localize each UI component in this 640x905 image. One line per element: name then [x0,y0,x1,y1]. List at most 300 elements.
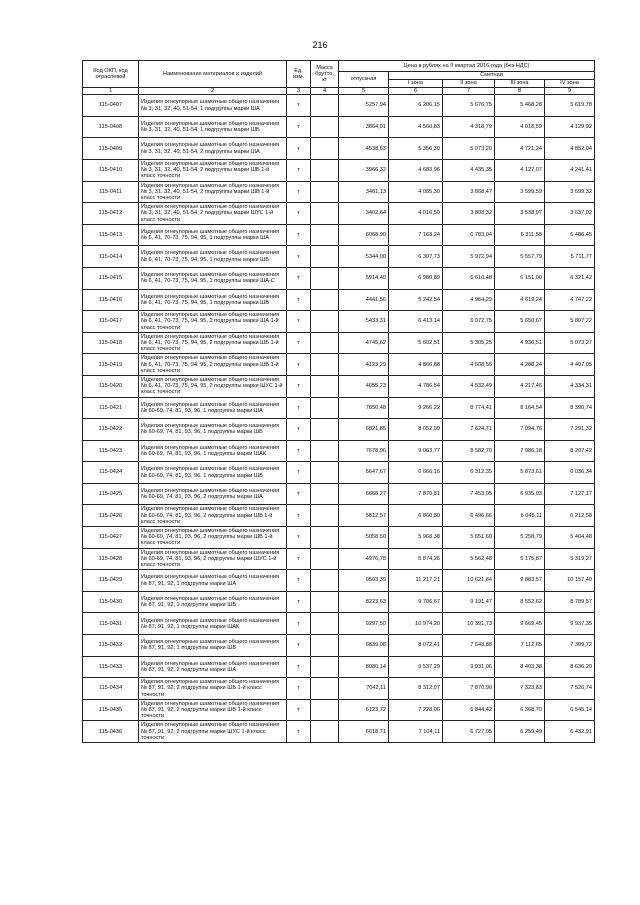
zone-3-price-cell: 8 164,54 [495,397,545,419]
zone-2-price-cell: 5 305,25 [443,332,495,354]
zone-1-price-cell: 8 052,09 [389,419,443,441]
zone-2-price-cell: 6 727,05 [443,721,495,743]
code-cell: 115-0421 [83,397,139,419]
unit-cell: т [287,95,311,117]
code-cell: 115-0417 [83,311,139,333]
zone-3-price-cell: 6 368,70 [495,699,545,721]
zone-4-price-cell: 4 747,22 [545,289,595,311]
table-row [83,483,595,505]
table-row [83,159,595,181]
name-cell: Изделия огнеупорные шамотные общего назначения № 3, 31, 32, 40, 51-54, 2 подгруппы марки ША [139,138,287,160]
release-price-cell: 3966,32 [339,159,389,181]
zone-3-price-cell: 8 552,62 [495,591,545,613]
table-row [83,678,595,700]
zone-2-price-cell: 6 783,04 [443,224,495,246]
release-price-cell: 5433,31 [339,311,389,333]
column-number: 3 [287,88,311,95]
mass-cell [311,570,339,592]
table-row [83,138,595,160]
mass-cell [311,721,339,743]
release-price-cell: 6821,85 [339,419,389,441]
zone-3-price-cell: 3 538,97 [495,203,545,225]
table-row [83,311,595,333]
zone-1-price-cell: 6 980,89 [389,267,443,289]
release-price-cell: 6018,71 [339,721,389,743]
zone-2-price-cell: 7 870,90 [443,678,495,700]
code-cell: 115-0435 [83,699,139,721]
mass-cell [311,483,339,505]
zone-3-price-cell: 6 935,03 [495,483,545,505]
zone-1-price-cell: 9 266,22 [389,397,443,419]
code-cell: 115-0432 [83,635,139,657]
mass-cell [311,267,339,289]
zone-2-price-cell: 5 073,20 [443,138,495,160]
unit-cell: т [287,440,311,462]
unit-cell: т [287,635,311,657]
mass-cell [311,203,339,225]
zone-4-price-cell: 8 636,20 [545,656,595,678]
unit-cell: т [287,678,311,700]
code-cell: 115-0434 [83,678,139,700]
release-price-cell: 6068,90 [339,224,389,246]
zone-4-price-cell: 6 432,91 [545,721,595,743]
zone-3-price-cell: 7 986,18 [495,440,545,462]
unit-cell: т [287,138,311,160]
release-price-cell: 4745,62 [339,332,389,354]
code-cell: 115-0423 [83,440,139,462]
release-price-cell: 5914,40 [339,267,389,289]
table-row [83,656,595,678]
column-number: 8 [495,88,545,95]
release-price-cell: 8080,14 [339,656,389,678]
zone-4-price-cell: 6 545,14 [545,699,595,721]
code-cell: 115-0433 [83,656,139,678]
zone-3-price-cell: 9 669,45 [495,613,545,635]
zone-1-price-cell: 10 974,20 [389,613,443,635]
table-row [83,527,595,549]
zone-3-price-cell: 5 650,67 [495,311,545,333]
name-cell: Изделия огнеупорные шамотные общего назначения № 87, 91, 92, 1 подгруппы марки ШВ [139,635,287,657]
mass-cell [311,289,339,311]
unit-cell: т [287,505,311,527]
unit-cell: т [287,419,311,441]
name-cell: Изделия огнеупорные шамотные общего назначения № 6, 41, 70-73, 75, 94, 95, 1 подгруппы марки ШБ [139,246,287,268]
mass-cell [311,354,339,376]
name-cell: Изделия огнеупорные шамотные общего назначения № 87, 91, 92, 1 подгруппы марки ША [139,570,287,592]
mass-cell [311,656,339,678]
code-cell: 115-0414 [83,246,139,268]
column-number: 9 [545,88,595,95]
zone-4-price-cell: 7 309,72 [545,635,595,657]
mass-cell [311,116,339,138]
zone-4-price-cell: 5 711,77 [545,246,595,268]
column-number: 7 [443,88,495,95]
zone-1-price-cell: 4 786,54 [389,375,443,397]
zone-2-price-cell: 7 643,88 [443,635,495,657]
release-price-cell: 7850,48 [339,397,389,419]
zone-3-price-cell: 5 873,61 [495,462,545,484]
unit-cell: т [287,181,311,203]
release-price-cell: 5812,57 [339,505,389,527]
name-cell: Изделия огнеупорные шамотные общего назначения № 87, 91, 92, 1 подгруппы марки ШБ [139,591,287,613]
code-cell: 115-0429 [83,570,139,592]
column-number: 5 [339,88,389,95]
zone-4-price-cell: 7 526,74 [545,678,595,700]
release-price-cell: 9297,50 [339,613,389,635]
header-zone-1: I зона [389,80,443,88]
zone-3-price-cell: 9 883,57 [495,570,545,592]
unit-cell: т [287,159,311,181]
zone-1-price-cell: 5 242,54 [389,289,443,311]
release-price-cell: 4538,63 [339,138,389,160]
unit-cell: т [287,656,311,678]
header-estimate: Сметная [389,72,595,80]
zone-3-price-cell: 4 619,24 [495,289,545,311]
zone-4-price-cell: 3 699,32 [545,181,595,203]
table-row [83,613,595,635]
zone-2-price-cell: 3 868,47 [443,181,495,203]
name-cell: Изделия огнеупорные шамотные общего назначения № 3, 31, 32, 40, 51-54, 2 подгруппы марки ШБ 1-й класс точности [139,159,287,181]
zone-4-price-cell: 5 073,27 [545,332,595,354]
name-cell: Изделия огнеупорные шамотные общего назначения № 6, 41, 70-73, 75, 94, 95, 1 подгруппы марки ШВ [139,289,287,311]
code-cell: 115-0416 [83,289,139,311]
zone-1-price-cell: 7 163,24 [389,224,443,246]
release-price-cell: 6839,08 [339,635,389,657]
code-cell: 115-0408 [83,116,139,138]
unit-cell: т [287,246,311,268]
name-cell: Изделия огнеупорные шамотные общего назначения № 60-69, 74, 81, 93, 96, 1 подгруппы марки ШБ [139,419,287,441]
name-cell: Изделия огнеупорные шамотные общего назначения № 60-69, 74, 81, 93, 96, 1 подгруппы марки ША [139,397,287,419]
zone-2-price-cell: 9 191,47 [443,591,495,613]
name-cell: Изделия огнеупорные шамотные общего назначения № 87, 91, 92, 2 подгруппы марки ША [139,656,287,678]
release-price-cell: 6668,27 [339,483,389,505]
header-code: Код ОКП, код отраслевой [83,61,139,88]
price-table [82,60,595,743]
zone-1-price-cell: 6 413,14 [389,311,443,333]
release-price-cell: 4441,56 [339,289,389,311]
zone-4-price-cell: 10 157,40 [545,570,595,592]
zone-2-price-cell: 4 532,49 [443,375,495,397]
unit-cell: т [287,289,311,311]
zone-3-price-cell: 5 175,87 [495,548,545,570]
name-cell: Изделия огнеупорные шамотные общего назначения № 87, 91, 92, 2 подгруппы марки ШБ 1-й класс точности [139,678,287,700]
table-row [83,397,595,419]
name-cell: Изделия огнеупорные шамотные общего назначения № 6, 41, 70-73, 75, 94, 95, 1 подгруппы марки ША-С [139,267,287,289]
unit-cell: т [287,527,311,549]
zone-3-price-cell: 4 217,46 [495,375,545,397]
release-price-cell: 7042,11 [339,678,389,700]
release-price-cell: 4976,78 [339,548,389,570]
mass-cell [311,159,339,181]
zone-1-price-cell: 6 206,15 [389,95,443,117]
zone-2-price-cell: 8 582,70 [443,440,495,462]
unit-cell: т [287,483,311,505]
zone-1-price-cell: 4 866,88 [389,354,443,376]
code-cell: 115-0410 [83,159,139,181]
zone-2-price-cell: 4 964,29 [443,289,495,311]
table-row [83,721,595,743]
name-cell: Изделия огнеупорные шамотные общего назначения № 6, 41, 70-73, 75, 94, 95, 2 подгруппы марки ШУС 1-й класс точности [139,375,287,397]
release-price-cell: 5058,50 [339,527,389,549]
column-number-row [83,88,595,95]
zone-1-price-cell: 7 228,06 [389,699,443,721]
zone-2-price-cell: 6 312,35 [443,462,495,484]
zone-3-price-cell: 6 045,11 [495,505,545,527]
name-cell: Изделия огнеупорные шамотные общего назначения № 3, 31, 32, 40, 51-54, 2 подгруппы марки ШВ 1-й класс точности [139,181,287,203]
zone-3-price-cell: 6 311,58 [495,224,545,246]
zone-1-price-cell: 4 683,96 [389,159,443,181]
release-price-cell: 5344,00 [339,246,389,268]
unit-cell: т [287,699,311,721]
name-cell: Изделия огнеупорные шамотные общего назначения № 3, 31, 32, 40, 51-54, 1 подгруппы марки ША [139,95,287,117]
release-price-cell: 4123,29 [339,354,389,376]
header-zone-2: II зона [443,80,495,88]
header-zone-3: III зона [495,80,545,88]
zone-3-price-cell: 4 018,59 [495,116,545,138]
code-cell: 115-0431 [83,613,139,635]
table-row [83,354,595,376]
mass-cell [311,224,339,246]
zone-1-price-cell: 5 874,26 [389,548,443,570]
unit-cell: т [287,613,311,635]
unit-cell: т [287,116,311,138]
zone-3-price-cell: 6 259,49 [495,721,545,743]
table-row [83,699,595,721]
name-cell: Изделия огнеупорные шамотные общего назначения № 60-69, 74, 81, 93, 96, 2 подгруппы марки ШВ 1-й класс точности [139,527,287,549]
zone-2-price-cell: 5 676,75 [443,95,495,117]
code-cell: 115-0426 [83,505,139,527]
header-mass: Масса брутто, кг [311,61,339,88]
zone-2-price-cell: 7 453,05 [443,483,495,505]
unit-cell: т [287,203,311,225]
name-cell: Изделия огнеупорные шамотные общего назначения № 6, 41, 70-73, 75, 94, 95, 1 подгруппы марки ША [139,224,287,246]
mass-cell [311,548,339,570]
release-price-cell: 3864,01 [339,116,389,138]
code-cell: 115-0436 [83,721,139,743]
zone-4-price-cell: 5 619,78 [545,95,595,117]
table-row [83,246,595,268]
column-number: 2 [139,88,287,95]
mass-cell [311,181,339,203]
zone-4-price-cell: 4 241,41 [545,159,595,181]
zone-2-price-cell: 4 435,35 [443,159,495,181]
zone-1-price-cell: 9 063,77 [389,440,443,462]
code-cell: 115-0418 [83,332,139,354]
unit-cell: т [287,570,311,592]
zone-4-price-cell: 5 807,22 [545,311,595,333]
code-cell: 115-0422 [83,419,139,441]
release-price-cell: 9503,39 [339,570,389,592]
table-row [83,375,595,397]
release-price-cell: 3461,13 [339,181,389,203]
mass-cell [311,419,339,441]
header-release: отпускная [339,72,389,88]
zone-4-price-cell: 3 637,02 [545,203,595,225]
zone-1-price-cell: 11 217,21 [389,570,443,592]
mass-cell [311,440,339,462]
zone-2-price-cell: 6 844,42 [443,699,495,721]
unit-cell: т [287,397,311,419]
name-cell: Изделия огнеупорные шамотные общего назначения № 60-69, 74, 81, 93, 96, 2 подгруппы марки ША [139,483,287,505]
zone-2-price-cell: 6 072,75 [443,311,495,333]
mass-cell [311,332,339,354]
name-cell: Изделия огнеупорные шамотные общего назначения № 60-69, 74, 81, 93, 96, 1 подгруппы марки ШВ [139,462,287,484]
zone-1-price-cell: 9 537,29 [389,656,443,678]
zone-4-price-cell: 5 319,27 [545,548,595,570]
zone-4-price-cell: 6 321,42 [545,267,595,289]
zone-4-price-cell: 7 291,32 [545,419,595,441]
zone-3-price-cell: 4 288,24 [495,354,545,376]
zone-1-price-cell: 8 072,41 [389,635,443,657]
zone-4-price-cell: 9 937,35 [545,613,595,635]
zone-3-price-cell: 4 936,51 [495,332,545,354]
table-row [83,440,595,462]
name-cell: Изделия огнеупорные шамотные общего назначения № 3, 31, 32, 40, 51-54, 1 подгруппы марки ШБ [139,116,287,138]
zone-4-price-cell: 6 212,58 [545,505,595,527]
zone-1-price-cell: 9 706,67 [389,591,443,613]
table-row [83,548,595,570]
name-cell: Изделия огнеупорные шамотные общего назначения № 6, 41, 70-73, 75, 94, 95, 2 подгруппы марки ШВ 1-й класс точности [139,354,287,376]
code-cell: 115-0412 [83,203,139,225]
release-price-cell: 6123,72 [339,699,389,721]
unit-cell: т [287,375,311,397]
column-number: 6 [389,88,443,95]
mass-cell [311,613,339,635]
code-cell: 115-0419 [83,354,139,376]
zone-2-price-cell: 5 651,60 [443,527,495,549]
zone-4-price-cell: 6 036,34 [545,462,595,484]
zone-4-price-cell: 7 127,17 [545,483,595,505]
unit-cell: т [287,311,311,333]
mass-cell [311,505,339,527]
column-number: 1 [83,88,139,95]
mass-cell [311,311,339,333]
header-zone-4: IV зона [545,80,595,88]
mass-cell [311,95,339,117]
zone-2-price-cell: 5 972,94 [443,246,495,268]
zone-1-price-cell: 5 602,51 [389,332,443,354]
zone-4-price-cell: 4 334,31 [545,375,595,397]
zone-4-price-cell: 4 129,92 [545,116,595,138]
zone-2-price-cell: 8 774,41 [443,397,495,419]
zone-2-price-cell: 6 610,48 [443,267,495,289]
name-cell: Изделия огнеупорные шамотные общего назначения № 87, 91, 92, 2 подгруппы марки ШУС 1-й класс точности [139,721,287,743]
release-price-cell: 5647,67 [339,462,389,484]
release-price-cell: 8223,63 [339,591,389,613]
mass-cell [311,635,339,657]
zone-1-price-cell: 8 312,07 [389,678,443,700]
zone-1-price-cell: 6 860,80 [389,505,443,527]
header-unit: Ед. изм. [287,61,311,88]
zone-1-price-cell: 6 307,73 [389,246,443,268]
zone-2-price-cell: 10 621,84 [443,570,495,592]
header-price-group: Цена в рублях на II квартал 2016 года (без НДС) [339,61,595,72]
unit-cell: т [287,591,311,613]
column-number: 4 [311,88,339,95]
zone-2-price-cell: 5 562,48 [443,548,495,570]
release-price-cell: 7678,96 [339,440,389,462]
table-row [83,505,595,527]
mass-cell [311,138,339,160]
release-price-cell: 3402,64 [339,203,389,225]
zone-2-price-cell: 7 624,71 [443,419,495,441]
mass-cell [311,462,339,484]
zone-3-price-cell: 7 323,83 [495,678,545,700]
mass-cell [311,699,339,721]
name-cell: Изделия огнеупорные шамотные общего назначения № 3, 31, 32, 40, 51-54, 2 подгруппы марки ШУС 1-й класс точности [139,203,287,225]
zone-1-price-cell: 6 666,16 [389,462,443,484]
table-row [83,224,595,246]
code-cell: 115-0425 [83,483,139,505]
table-row [83,203,595,225]
table-row [83,267,595,289]
code-cell: 115-0411 [83,181,139,203]
name-cell: Изделия огнеупорные шамотные общего назначения № 87, 91, 92, 1 подгруппы марки ШАК [139,613,287,635]
code-cell: 115-0413 [83,224,139,246]
mass-cell [311,591,339,613]
zone-4-price-cell: 6 486,45 [545,224,595,246]
zone-4-price-cell: 8 390,74 [545,397,595,419]
zone-1-price-cell: 7 104,11 [389,721,443,743]
name-cell: Изделия огнеупорные шамотные общего назначения № 60-69, 74, 81, 93, 96, 2 подгруппы марки ШУС 1-й класс точности [139,548,287,570]
page-number: 216 [312,40,328,50]
zone-3-price-cell: 5 468,28 [495,95,545,117]
zone-2-price-cell: 6 496,66 [443,505,495,527]
table-row [83,332,595,354]
table-row [83,181,595,203]
code-cell: 115-0415 [83,267,139,289]
table-body [83,95,595,743]
zone-2-price-cell: 4 318,79 [443,116,495,138]
unit-cell: т [287,354,311,376]
name-cell: Изделия огнеупорные шамотные общего назначения № 87, 91, 92, 2 подгруппы марки ШВ 1-й класс точности [139,699,287,721]
table-row [83,419,595,441]
unit-cell: т [287,548,311,570]
mass-cell [311,527,339,549]
zone-3-price-cell: 5 557,79 [495,246,545,268]
zone-1-price-cell: 4 016,50 [389,203,443,225]
zone-4-price-cell: 8 207,42 [545,440,595,462]
code-cell: 115-0407 [83,95,139,117]
table-row [83,289,595,311]
zone-4-price-cell: 4 852,04 [545,138,595,160]
code-cell: 115-0428 [83,548,139,570]
zone-1-price-cell: 5 356,30 [389,138,443,160]
zone-4-price-cell: 4 407,05 [545,354,595,376]
name-cell: Изделия огнеупорные шамотные общего назначения № 60-69, 74, 81, 93, 96, 2 подгруппы марки ШБ 1-й класс точности [139,505,287,527]
zone-2-price-cell: 3 803,32 [443,203,495,225]
release-price-cell: 5257,94 [339,95,389,117]
unit-cell: т [287,332,311,354]
zone-1-price-cell: 7 870,81 [389,483,443,505]
table-row [83,635,595,657]
release-price-cell: 4055,23 [339,375,389,397]
mass-cell [311,246,339,268]
zone-3-price-cell: 4 127,07 [495,159,545,181]
name-cell: Изделия огнеупорные шамотные общего назначения № 6, 41, 70-73, 75, 94, 95, 2 подгруппы марки ША 1-й класс точности [139,311,287,333]
zone-3-price-cell: 6 151,00 [495,267,545,289]
unit-cell: т [287,462,311,484]
zone-4-price-cell: 8 789,57 [545,591,595,613]
zone-3-price-cell: 5 258,79 [495,527,545,549]
zone-2-price-cell: 10 391,73 [443,613,495,635]
mass-cell [311,397,339,419]
name-cell: Изделия огнеупорные шамотные общего назначения № 6, 41, 70-73, 75, 94, 95, 2 подгруппы марки ШБ 1-й класс точности [139,332,287,354]
code-cell: 115-0427 [83,527,139,549]
zone-3-price-cell: 7 112,65 [495,635,545,657]
unit-cell: т [287,224,311,246]
zone-3-price-cell: 8 403,38 [495,656,545,678]
